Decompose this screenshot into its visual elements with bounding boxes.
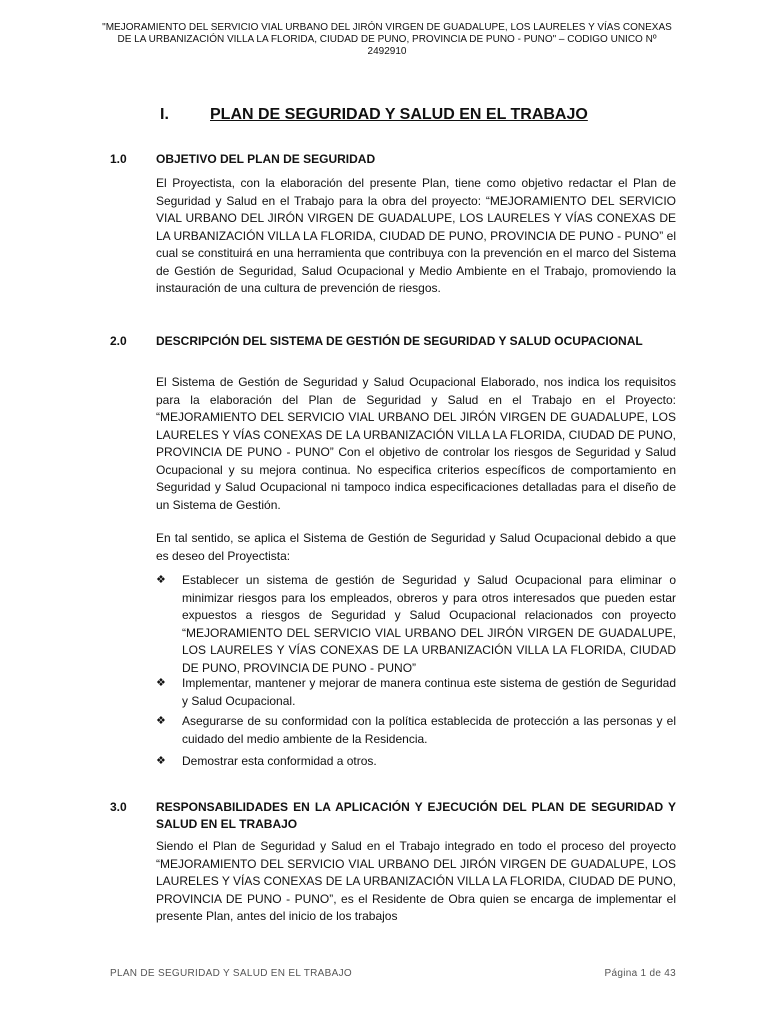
page-number: Página 1 de 43 xyxy=(604,968,676,979)
section-title: DESCRIPCIÓN DEL SISTEMA DE GESTIÓN DE SEGURIDAD Y SALUD OCUPACIONAL xyxy=(156,334,643,348)
diamond-bullet-icon: ❖ xyxy=(156,755,166,767)
section-number: 1.0 xyxy=(110,152,127,166)
diamond-bullet-icon: ❖ xyxy=(156,677,166,689)
list-item-text: Implementar, mantener y mejorar de manera continua este sistema de gestión de Seguridad y Salud Ocupacional. xyxy=(182,676,676,708)
section-number: 3.0 xyxy=(110,800,127,814)
section-number: 2.0 xyxy=(110,334,127,348)
title-number: I. xyxy=(160,106,169,123)
section-heading-1 xyxy=(110,151,676,168)
paragraph-2-2: En tal sentido, se aplica el Sistema de Gestión de Seguridad y Salud Ocupacional debido a que es deseo del Proyectista: xyxy=(156,531,676,563)
list-item xyxy=(156,675,676,710)
list-item-text: Establecer un sistema de gestión de Seguridad y Salud Ocupacional para eliminar o minimizar riesgos para los empleados, obreros y para otros interesados que pueden estar expuestos a riesgos de Seguridad y Salud Ocupacional relacionados con proyecto “MEJORAMIENTO DEL SERVICIO VIAL URBANO DEL JIRÓN VIRGEN DE GUADALUPE, LOS LAURELES Y VÍAS CONEXAS DE LA URBANIZACIÓN VILLA LA FLORIDA, CIUDAD DE PUNO, PROVINCIA DE PUNO - PUNO” xyxy=(182,573,676,675)
list-item xyxy=(156,713,676,748)
footer-title: PLAN DE SEGURIDAD Y SALUD EN EL TRABAJO xyxy=(110,968,352,979)
list-item xyxy=(156,753,676,771)
page-header: "MEJORAMIENTO DEL SERVICIO VIAL URBANO DEL JIRÓN VIRGEN DE GUADALUPE, LOS LAURELES Y VÍAS CONEXAS DE LA URBANIZACIÓN VILLA LA FLORIDA, CIUDAD DE PUNO, PROVINCIA DE PUNO - PUNO" – CODIGO UNICO Nº 2492910 xyxy=(102,22,672,57)
diamond-bullet-icon: ❖ xyxy=(156,715,166,727)
section-heading-2 xyxy=(110,333,676,350)
list-item-text: Demostrar esta conformidad a otros. xyxy=(182,754,377,768)
list-item xyxy=(156,572,676,677)
section-title: RESPONSABILIDADES EN LA APLICACIÓN Y EJECUCIÓN DEL PLAN DE SEGURIDAD Y SALUD EN EL TRABAJO xyxy=(156,800,676,831)
section-title: OBJETIVO DEL PLAN DE SEGURIDAD xyxy=(156,152,376,166)
paragraph-1-1: El Proyectista, con la elaboración del presente Plan, tiene como objetivo redactar el Plan de Seguridad y Salud en el Trabajo para la obra del proyecto: “MEJORAMIENTO DEL SERVICIO VIAL URBANO DEL JIRÓN VIRGEN DE GUADALUPE, LOS LAURELES Y VÍAS CONEXAS DE LA URBANIZACIÓN VILLA LA FLORIDA, CIUDAD DE PUNO, PROVINCIA DE PUNO - PUNO” el cual se constituirá en una herramienta que contribuya con la prevención en el marco del Sistema de Gestión de Seguridad, Salud Ocupacional y Medio Ambiente en el Trabajo, promoviendo la instauración de una cultura de prevención de riesgos. xyxy=(156,176,676,295)
section-heading-3 xyxy=(110,799,676,833)
title-text: PLAN DE SEGURIDAD Y SALUD EN EL TRABAJO xyxy=(210,106,588,123)
paragraph-2-1: El Sistema de Gestión de Seguridad y Salud Ocupacional Elaborado, nos indica los requisitos para la elaboración del Plan de Seguridad y Salud en el Trabajo en el Proyecto: “MEJORAMIENTO DEL SERVICIO VIAL URBANO DEL JIRÓN VIRGEN DE GUADALUPE, LOS LAURELES Y VÍAS CONEXAS DE LA URBANIZACIÓN VILLA LA FLORIDA, CIUDAD DE PUNO, PROVINCIA DE PUNO - PUNO” Con el objetivo de controlar los riesgos de Seguridad y Salud Ocupacional y su mejora continua. No especifica criterios específicos de comportamiento en Seguridad y Salud Ocupacional ni tampoco indica especificaciones detalladas para el diseño de un Sistema de Gestión. xyxy=(156,375,676,512)
list-item-text: Asegurarse de su conformidad con la política establecida de protección a las personas y el cuidado del medio ambiente de la Residencia. xyxy=(182,714,676,746)
diamond-bullet-icon: ❖ xyxy=(156,574,166,586)
paragraph-3-1: Siendo el Plan de Seguridad y Salud en el Trabajo integrado en todo el proceso del proyecto “MEJORAMIENTO DEL SERVICIO VIAL URBANO DEL JIRÓN VIRGEN DE GUADALUPE, LOS LAURELES Y VÍAS CONEXAS DE LA URBANIZACIÓN VILLA LA FLORIDA, CIUDAD DE PUNO, PROVINCIA DE PUNO - PUNO”, es el Residente de Obra quien se encarga de implementar el presente Plan, antes del inicio de los trabajos xyxy=(156,839,676,923)
